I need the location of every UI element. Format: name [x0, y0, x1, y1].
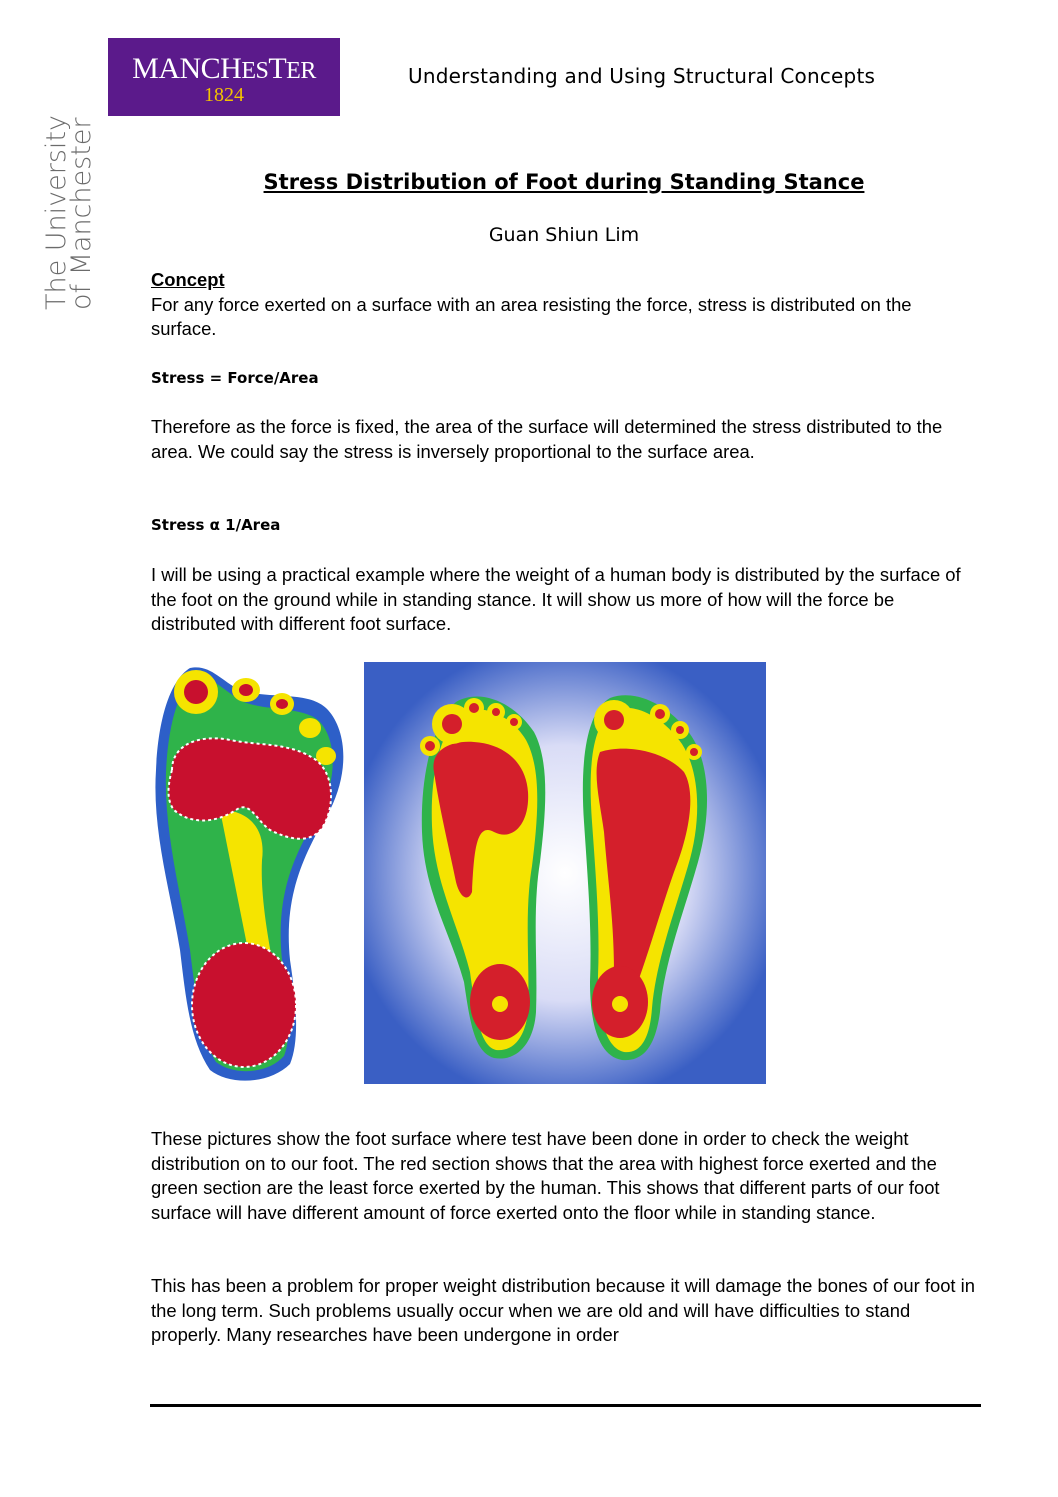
logo-year: 1824: [204, 84, 244, 106]
university-logo: [108, 38, 340, 116]
author: Guan Shiun Lim: [488, 224, 640, 246]
footer-rule: [150, 1404, 981, 1407]
concept-text: For any force exerted on a surface with an area resisting the force, stress is distributed on the surface.: [151, 293, 912, 339]
toe-4: [299, 718, 321, 738]
concept-section: [151, 268, 981, 342]
document-title: Stress Distribution of Foot during Standing Stance: [263, 170, 865, 194]
paragraph-inverse: Therefore as the force is fixed, the area of the surface will determined the stress distributed to the area. We could say the stress is inversely proportional to the surface area.: [151, 416, 943, 462]
formula-stress-force-area: Stress = Force/Area: [151, 369, 319, 387]
formula-stress-proportional: Stress α 1/Area: [151, 516, 281, 534]
header-title: Understanding and Using Structural Concepts: [408, 64, 876, 88]
vertical-line-1: The University: [41, 115, 72, 310]
concept-heading: Concept: [151, 269, 225, 290]
logo-name: MANCHESTER: [132, 52, 316, 85]
image-background: [364, 662, 766, 1084]
vertical-university-name: [41, 50, 104, 310]
heel-high-pressure: [192, 943, 296, 1067]
paragraph-example: I will be using a practical example where the weight of a human body is distributed by the surface of the foot on the ground while in standing stance. It will show us more of how will the force be distributed with different foot surface.: [151, 564, 961, 634]
vertical-line-2: of Manchester: [66, 117, 97, 310]
single-foot-pressure-map: [150, 660, 350, 1084]
paragraph-pictures: These pictures show the foot surface where test have been done in order to check the weight distribution on to our foot. The red section shows that the area with highest force exerted and the green section are the least force exerted by the human. This shows that different parts of our foot surface will have different amount of force exerted onto the floor while in standing stance.: [151, 1128, 940, 1223]
two-feet-pressure-map: [364, 662, 766, 1084]
paragraph-problem: This has been a problem for proper weight distribution because it will damage the bones of our foot in the long term. Such problems usually occur when we are old and will have difficulties to stand properly. Many researches have been undergone in order: [151, 1275, 975, 1345]
